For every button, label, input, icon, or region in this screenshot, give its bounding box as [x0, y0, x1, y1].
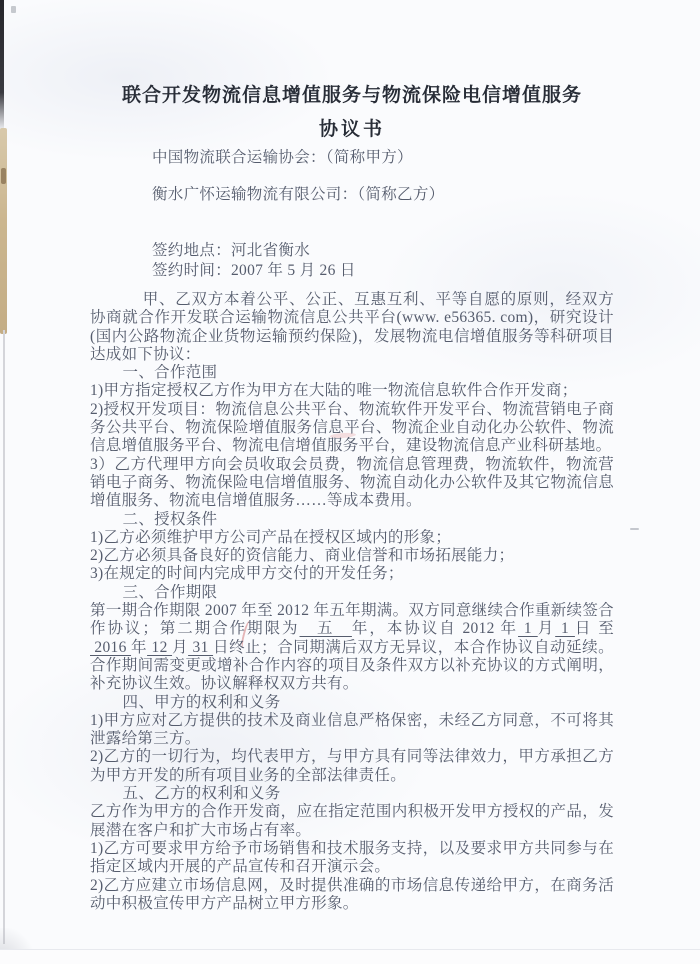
filled-blank: 1 [555, 620, 575, 638]
filled-blank: 31 [188, 638, 214, 656]
text-segment: 四、甲方的权利和义务 [122, 693, 281, 711]
text-segment: 年 [131, 638, 148, 656]
section-3-terms [90, 602, 614, 693]
section-5-intro [90, 803, 614, 840]
text-segment: 三、合作期限 [122, 583, 218, 601]
section-4-item-2 [90, 748, 614, 785]
preamble-paragraph [90, 291, 614, 364]
text-segment: 月 [172, 638, 189, 656]
filled-blank: 五 [299, 620, 352, 638]
section-3-heading [90, 584, 614, 602]
section-5-item-1 [90, 840, 614, 877]
section-2-item-3 [90, 565, 614, 583]
signing-date-line: 签约时间：2007 年 5 月 26 日 [152, 262, 356, 279]
binding-tan-strip [0, 128, 7, 334]
section-4-item-1 [90, 712, 614, 749]
text-segment: 第一期合作期限 2007 年至 2012 年五年期满。双方同意继续合作重新续签合作协议；第二期合作期限为 [90, 602, 614, 638]
scan-edge-black-strip [0, 0, 4, 132]
section-1-heading [90, 364, 614, 382]
section-5-heading [90, 785, 614, 803]
filled-blank: 12 [147, 638, 173, 656]
filled-blank: 1 [518, 620, 538, 638]
binding-tan-blob [1, 168, 6, 184]
text-segment: 五、乙方的权利和义务 [122, 785, 281, 803]
text-segment: 月 [537, 620, 556, 638]
text-segment: 3）乙方代理甲方向会员收取会员费，物流信息管理费，物流软件，物流营销电子商务、物流保险电信增值服务、物流自动化办公软件及其它物流信息增值服务、物流电信增值服务……等成本费用。 [90, 455, 614, 510]
document-title-line2: 协议书 [318, 119, 385, 140]
section-2-item-2 [90, 547, 614, 565]
text-segment: 日终止；合同期满后双方无异议，本合作协议自动延续。合作期间需变更或增补合作内容的项目及条件双方以补充协议的方式阐明，补充协议生效。协议解释权双方共有。 [90, 638, 614, 693]
section-1-item-2 [90, 401, 614, 456]
party-a-line: 中国物流联合运输协会：（简称甲方） [152, 149, 413, 166]
document-text [90, 0, 614, 913]
text-segment: 二、授权条件 [122, 510, 218, 528]
text-segment: 1)甲方指定授权乙方作为甲方在大陆的唯一物流信息软件合作开发商； [90, 382, 578, 400]
party-b-line: 衡水广怀运输物流有限公司：（简称乙方） [152, 186, 445, 203]
text-segment: 乙方作为甲方的合作开发商，应在指定范围内积极开发甲方授权的产品，发展潜在客户和扩大市场占有率。 [90, 803, 614, 839]
text-segment: 1)乙方可要求甲方给予市场销售和技术服务支持，以及要求甲方共同参与在指定区域内开展的产品宣传和召开演示会。 [90, 839, 614, 876]
text-segment: 2)乙方应建立市场信息网，及时提供准确的市场信息传递给甲方，在商务活动中积极宣传甲方产品树立甲方形象。 [90, 876, 614, 912]
text-segment: 年，本协议自 2012 年 [351, 620, 518, 638]
text-segment: 日 至 [574, 620, 614, 638]
filled-blank: 2016 [90, 638, 132, 656]
signing-place-line: 签约地点：河北省衡水 [152, 242, 311, 259]
text-segment: 一、合作范围 [122, 364, 218, 382]
paper-edge-line [3, 330, 5, 944]
text-segment: 甲、乙双方本着公平、公正、互惠互利、平等自愿的原则，经双方协商就合作开发联合运输物流信息公共平台(www. e56365. com)，研究设计(国内公路物流企业货物运输预约保险)，发展物流电信增值服务等科研项目达成如下协议： [90, 291, 614, 363]
scan-speck-right [630, 528, 639, 530]
paper-bottom-edge [0, 949, 700, 964]
text-segment: 2)乙方必须具备良好的资信能力、商业信誉和市场拓展能力； [90, 547, 515, 565]
document-title-line1: 联合开发物流信息增值服务与物流保险电信增值服务 [121, 85, 582, 106]
section-5-item-2 [90, 877, 614, 914]
text-segment: 2)授权开发项目：物流信息公共平台、物流软件开发平台、物流营销电子商务公共平台、物流保险增值服务信息平台、物流企业自动化办公软件、物流信息增值服务平台、物流电信增值服务平台，建设物流信息产业科研基地。 [90, 400, 614, 455]
text-segment: 3)在规定的时间内完成甲方交付的开发任务； [90, 565, 404, 583]
section-2-heading [90, 511, 614, 529]
text-segment: 1)乙方必须维护甲方公司产品在授权区域内的形象； [90, 528, 452, 546]
section-1-item-3 [90, 456, 614, 511]
section-4-heading [90, 694, 614, 712]
body-paragraphs [90, 291, 614, 913]
scan-speck-top-left [11, 6, 16, 13]
section-1-item-1 [90, 382, 614, 400]
text-segment: 2)乙方的一切行为，均代表甲方，与甲方具有同等法律效力，甲方承担乙方为甲方开发的所有项目业务的全部法律责任。 [90, 748, 614, 784]
text-segment: 1)甲方应对乙方提供的技术及商业信息严格保密，未经乙方同意，不可将其泄露给第三方。 [90, 711, 614, 748]
section-2-item-1 [90, 529, 614, 547]
